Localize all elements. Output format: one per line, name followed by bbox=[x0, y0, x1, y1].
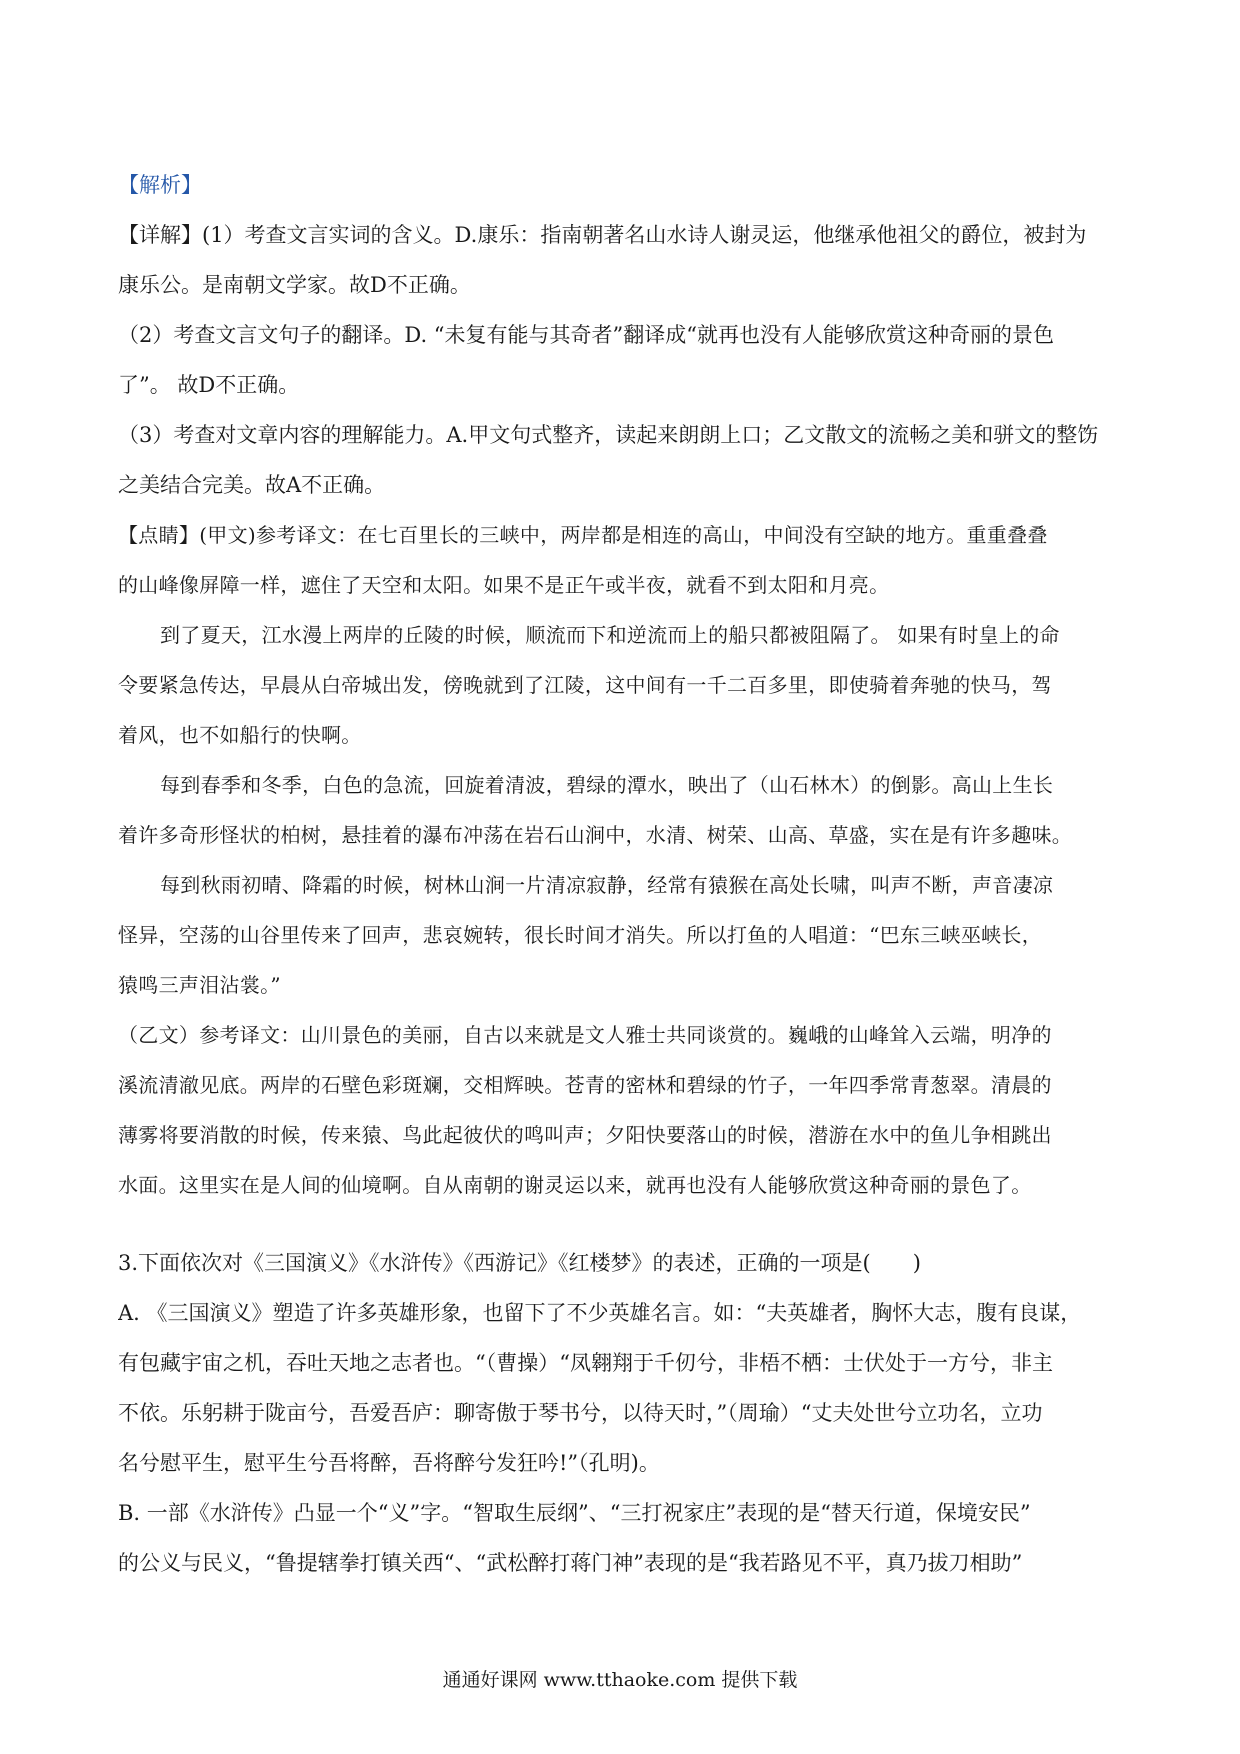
analysis-tag: 【解析】 bbox=[118, 173, 202, 197]
detail-line-6: 之美结合完美。故A不正确。 bbox=[118, 473, 386, 497]
detail-line-4: 了”。 故D不正确。 bbox=[118, 373, 300, 397]
option-a-line-4: 名兮慰平生，慰平生兮吾将醉，吾将醉兮发狂吟!”（孔明)。 bbox=[118, 1451, 660, 1475]
comment-line-4: 令要紧急传达，早晨从白帝城出发，傍晚就到了江陵，这中间有一千二百多里，即使骑着奔驰的快马，驾 bbox=[118, 673, 1052, 697]
option-a-line-1: A. 《三国演义》塑造了许多英雄形象，也留下了不少英雄名言。如：“夫英雄者，胸怀大志，腹有良谋， bbox=[118, 1301, 1082, 1325]
comment-line-2: 的山峰像屏障一样，遮住了天空和太阳。如果不是正午或半夜，就看不到太阳和月亮。 bbox=[118, 573, 890, 597]
option-a-line-3: 不依。乐躬耕于陇亩兮，吾爱吾庐：聊寄傲于琴书兮，以待天时，”（周瑜）“丈夫处世兮立功名，立功 bbox=[118, 1401, 1043, 1425]
option-b-line-1: B. 一部《水浒传》凸显一个“义”字。“智取生辰纲”、“三打祝家庄”表现的是“替天行道，保境安民” bbox=[118, 1501, 1031, 1525]
option-a-line-2: 有包藏宇宙之机，吞吐天地之志者也。“（曹操）“凤翱翔于千仞兮，非梧不栖：士伏处于一方兮，非主 bbox=[118, 1351, 1053, 1375]
detail-line-3: （2）考查文言文句子的翻译。D. “未复有能与其奇者”翻译成“就再也没有人能够欣赏这种奇丽的景色 bbox=[118, 323, 1055, 347]
comment-line-11: （乙文）参考译文：山川景色的美丽，自古以来就是文人雅士共同谈赏的。巍峨的山峰耸入云端，明净的 bbox=[118, 1023, 1052, 1047]
comment-line-8: 每到秋雨初晴、降霜的时候，树林山涧一片清凉寂静，经常有猿猴在高处长啸，叫声不断，声音凄凉 bbox=[160, 873, 1054, 897]
option-b-line-2: 的公义与民义，“鲁提辖拳打镇关西“、“武松醉打蒋门神”表现的是“我若路见不平，真乃拔刀相助” bbox=[118, 1551, 1023, 1575]
document-content bbox=[118, 160, 1138, 1588]
spacer bbox=[118, 1210, 1138, 1238]
comment-line-1: 【点睛】(甲文)参考译文：在七百里长的三峡中，两岸都是相连的高山，中间没有空缺的地方。重重叠叠 bbox=[118, 523, 1048, 547]
comment-line-5: 着风，也不如船行的快啊。 bbox=[118, 723, 362, 747]
comment-line-12: 溪流清澈见底。两岸的石壁色彩斑斓，交相辉映。苍青的密林和碧绿的竹子，一年四季常青葱翠。清晨的 bbox=[118, 1073, 1052, 1097]
comment-line-9: 怪异，空荡的山谷里传来了回声，悲哀婉转，很长时间才消失。所以打鱼的人唱道：“巴东三峡巫峡长， bbox=[118, 923, 1043, 947]
detail-line-1: 【详解】(1）考查文言实词的含义。D.康乐：指南朝著名山水诗人谢灵运，他继承他祖父的爵位，被封为 bbox=[118, 223, 1087, 247]
comment-line-6: 每到春季和冬季，白色的急流，回旋着清波，碧绿的潭水，映出了（山石林木）的倒影。高山上生长 bbox=[160, 773, 1054, 797]
question-3-stem: 3.下面依次对《三国演义》《水浒传》《西游记》《红楼梦》的表述，正确的一项是( ) bbox=[118, 1251, 921, 1275]
comment-line-13: 薄雾将要消散的时候，传来猿、鸟此起彼伏的鸣叫声；夕阳快要落山的时候，潜游在水中的鱼儿争相跳出 bbox=[118, 1123, 1052, 1147]
comment-line-7: 着许多奇形怪状的柏树，悬挂着的瀑布冲荡在岩石山涧中，水清、树荣、山高、草盛，实在是有许多趣味。 bbox=[118, 823, 1073, 847]
comment-line-10: 猿鸣三声泪沾裳。” bbox=[118, 973, 281, 997]
page-footer: 通通好课网 www.tthaoke.com 提供下载 bbox=[442, 1669, 798, 1691]
comment-line-3: 到了夏天，江水漫上两岸的丘陵的时候，顺流而下和逆流而上的船只都被阻隔了。 如果有时皇上的命 bbox=[160, 623, 1060, 647]
comment-line-14: 水面。这里实在是人间的仙境啊。自从南朝的谢灵运以来，就再也没有人能够欣赏这种奇丽的景色了。 bbox=[118, 1173, 1032, 1197]
detail-line-2: 康乐公。是南朝文学家。故D不正确。 bbox=[118, 273, 471, 297]
detail-line-5: （3）考查对文章内容的理解能力。A.甲文句式整齐，读起来朗朗上口；乙文散文的流畅之美和骈文的整饬 bbox=[118, 423, 1099, 447]
